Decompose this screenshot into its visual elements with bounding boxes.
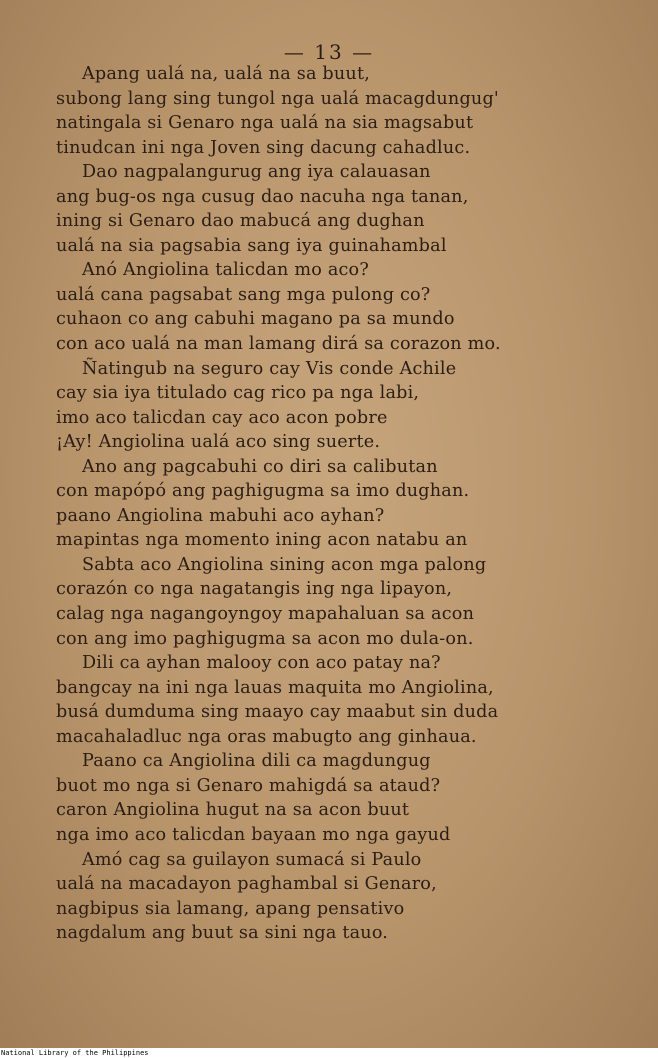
text-line: calag nga nagangoyngoy mapahaluan sa acon [56,604,475,625]
text-line: nagdalum ang buut sa sini nga tauo. [56,923,389,944]
text-line: tinudcan ini nga Joven sing dacung cahadluc. [56,137,471,158]
text-line: ang bug-os nga cusug dao nacuha nga tanan, [56,186,469,207]
text-line: imo aco talicdan cay aco acon pobre [56,407,388,428]
text-line: mapintas nga momento ining acon natabu an [56,530,468,551]
text-line: nagbipus sia lamang, apang pensativo [56,898,405,919]
text-line: Anó Angiolina talicdan mo aco? [82,260,369,281]
text-line: Amó cag sa guilayon sumacá si Paulo [82,849,422,870]
text-line: nga imo aco talicdan bayaan mo nga gayud [56,824,451,845]
text-line: bangcay na ini nga lauas maquita mo Angiolina, [56,677,494,698]
footer-credit: National Library of the Philippines [1,1049,149,1057]
poem-text-block [56,62,646,946]
text-line: Dao nagpalangurug ang iya calauasan [82,162,431,183]
text-line: macahaladluc nga oras mabugto ang ginhaua. [56,726,477,747]
text-line: Ñatingub na seguro cay Vis conde Achile [82,358,457,379]
text-line: con ang imo paghigugma sa acon mo dula-on. [56,628,474,649]
text-line: paano Angiolina mabuhi aco ayhan? [56,505,385,526]
footer-bar [0,1048,658,1058]
text-line: buot mo nga si Genaro mahigdá sa ataud? [56,775,441,796]
text-line: Paano ca Angiolina dili ca magdungug [82,751,431,772]
text-line: Ano ang pagcabuhi co diri sa calibutan [82,456,438,477]
text-line: ¡Ay! Angiolina ualá aco sing suerte. [56,432,381,453]
text-line: natingala si Genaro nga ualá na sia magsabut [56,113,474,134]
text-line: caron Angiolina hugut na sa acon buut [56,800,410,821]
text-line: con mapópó ang paghigugma sa imo dughan. [56,481,470,502]
text-line: busá dumduma sing maayo cay maabut sin duda [56,702,499,723]
text-line: Apang ualá na, ualá na sa buut, [82,64,371,84]
text-line: Dili ca ayhan malooy con aco patay na? [82,653,441,674]
text-line: cay sia iya titulado cag rico pa nga labi, [56,383,420,404]
text-line: Sabta aco Angiolina sining acon mga palong [82,554,487,575]
text-line: subong lang sing tungol nga ualá macagdungug' [56,88,499,109]
text-line: ining si Genaro dao mabucá ang dughan [56,211,425,232]
text-line: ualá cana pagsabat sang mga pulong co? [56,284,431,305]
text-line: ualá na macadayon paghambal si Genaro, [56,874,437,895]
text-line: ualá na sia pagsabia sang iya guinahambal [56,235,447,256]
text-line: con aco ualá na man lamang dirá sa corazon mo. [56,334,501,355]
text-line: cuhaon co ang cabuhi magano pa sa mundo [56,309,455,330]
text-line: corazón co nga nagatangis ing nga lipayon, [56,579,453,600]
page-number: — 13 — [283,40,375,64]
